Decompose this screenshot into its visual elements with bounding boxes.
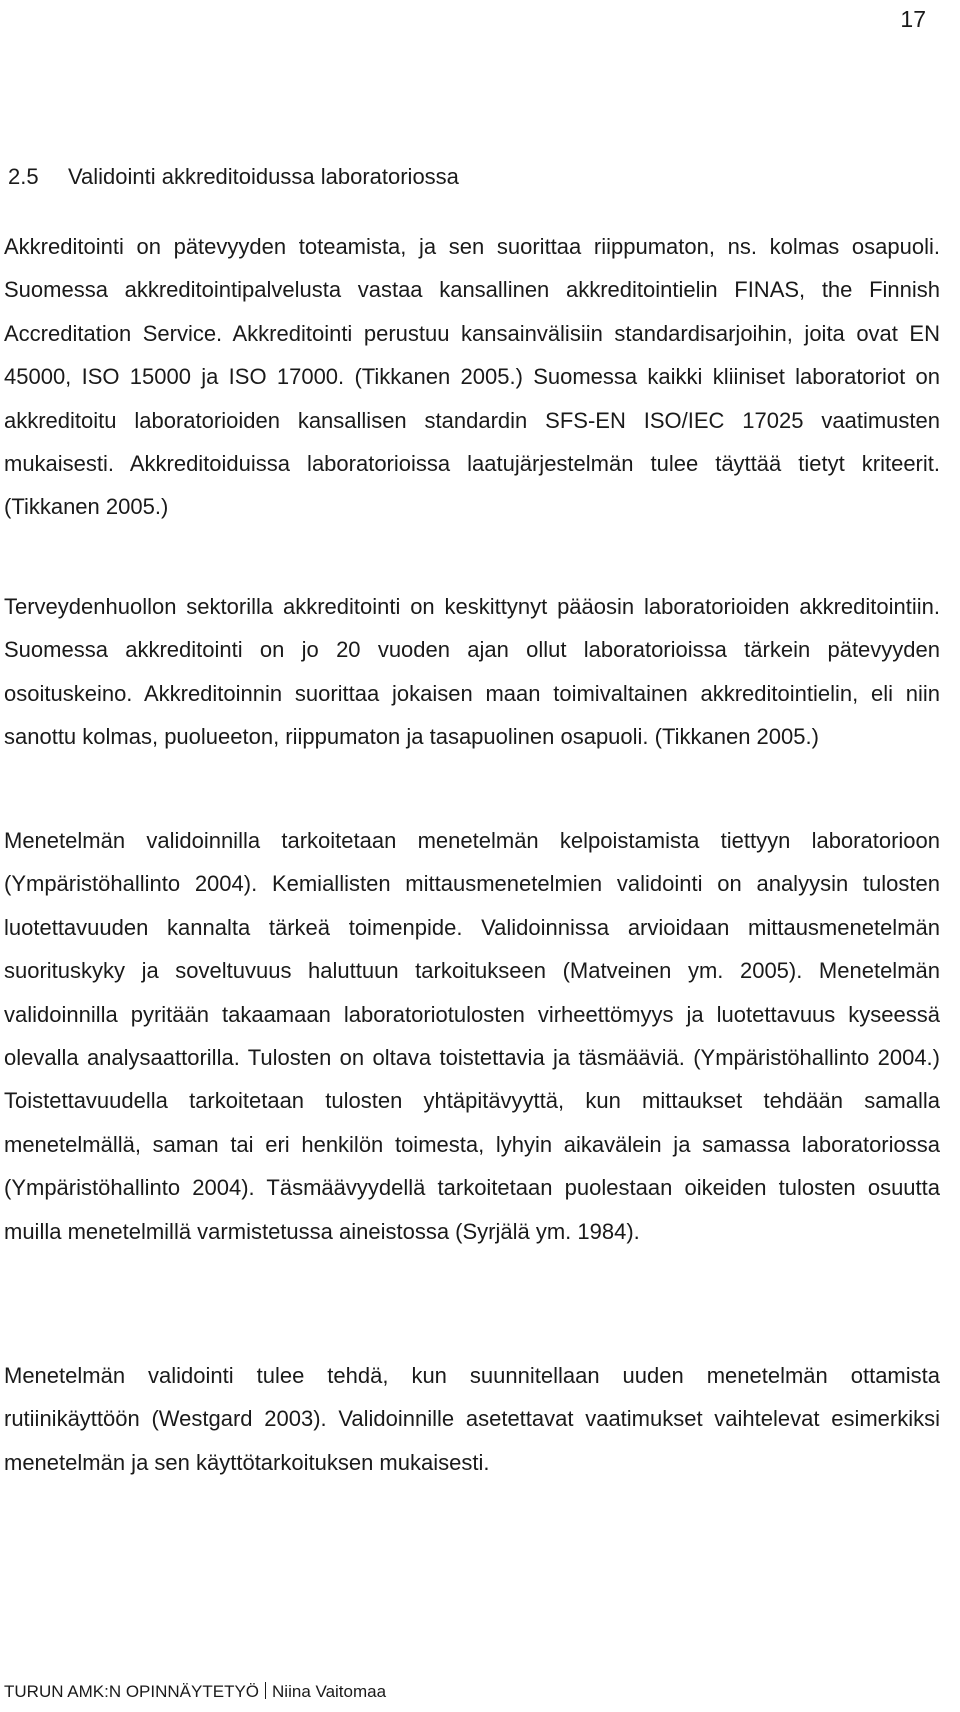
- footer-author: Niina Vaitomaa: [272, 1682, 387, 1701]
- paragraph-method-validation: Menetelmän validoinnilla tarkoitetaan menetelmän kelpoistamista tiettyyn laboratorioon (Ympäristöhallinto 2004). Kemiallisten mittausmenetelmien validointi on analyysin tulosten luotettavuuden kannalta tärkeä toimenpide. Validoinnissa arvioidaan mittausmenetelmän suorituskyky ja soveltuvuus haluttuun tarkoitukseen (Matveinen ym. 2005). Menetelmän validoinnilla pyritään takaamaan laboratoriotulosten virheettömyys ja luotettavuus kyseessä olevalla analysaattorilla. Tulosten on oltava toistettavia ja täsmääviä. (Ympäristöhallinto 2004.) Toistettavuudella tarkoitetaan tulosten yhtäpitävyyttä, kun mittaukset tehdään samalla menetelmällä, saman tai eri henkilön toimesta, lyhyin aikavälein ja samassa laboratoriossa (Ympäristöhallinto 2004). Täsmäävyydellä tarkoitetaan puolestaan oikeiden tulosten osuutta muilla menetelmillä varmistetussa aineistossa (Syrjälä ym. 1984).: [4, 828, 940, 1244]
- paragraph-accreditation: Akkreditointi on pätevyyden toteamista, ja sen suorittaa riippumaton, ns. kolmas osapuoli. Suomessa akkreditointipalvelusta vastaa kansallinen akkreditointielin FINAS, the Finnish Accreditation Service. Akkreditointi perustuu kansainvälisiin standardisarjoihin, joita ovat EN 45000, ISO 15000 ja ISO 17000. (Tikkanen 2005.) Suomessa kaikki kliiniset laboratoriot on akkreditoitu laboratorioiden kansallisen standardin SFS-EN ISO/IEC 17025 vaatimusten mukaisesti. Akkreditoiduissa laboratorioissa laatujärjestelmän tulee täyttää tietyt kriteerit. (Tikkanen 2005.): [4, 234, 940, 520]
- paragraph-validation-timing: Menetelmän validointi tulee tehdä, kun suunnitellaan uuden menetelmän ottamista rutiinikäyttöön (Westgard 2003). Validoinnille asetettavat vaatimukset vaihtelevat esimerkiksi menetelmän ja sen käyttötarkoituksen mukaisesti.: [4, 1363, 940, 1475]
- page-number: 17: [900, 6, 926, 32]
- footer-separator: [265, 1682, 266, 1699]
- footer-publication: TURUN AMK:N OPINNÄYTETYÖ: [4, 1682, 260, 1701]
- section-title: Validointi akkreditoidussa laboratoriossa: [68, 164, 459, 189]
- section-heading: [8, 162, 459, 192]
- page-footer: [4, 1680, 386, 1704]
- paragraph-healthcare-accreditation: Terveydenhuollon sektorilla akkreditointi on keskittynyt pääosin laboratorioiden akkreditointiin. Suomessa akkreditointi on jo 20 vuoden ajan ollut laboratorioissa tärkein pätevyyden osoituskeino. Akkreditoinnin suorittaa jokaisen maan toimivaltainen akkreditointielin, eli niin sanottu kolmas, puolueeton, riippumaton ja tasapuolinen osapuoli. (Tikkanen 2005.): [4, 594, 940, 750]
- section-number: 2.5: [8, 164, 39, 189]
